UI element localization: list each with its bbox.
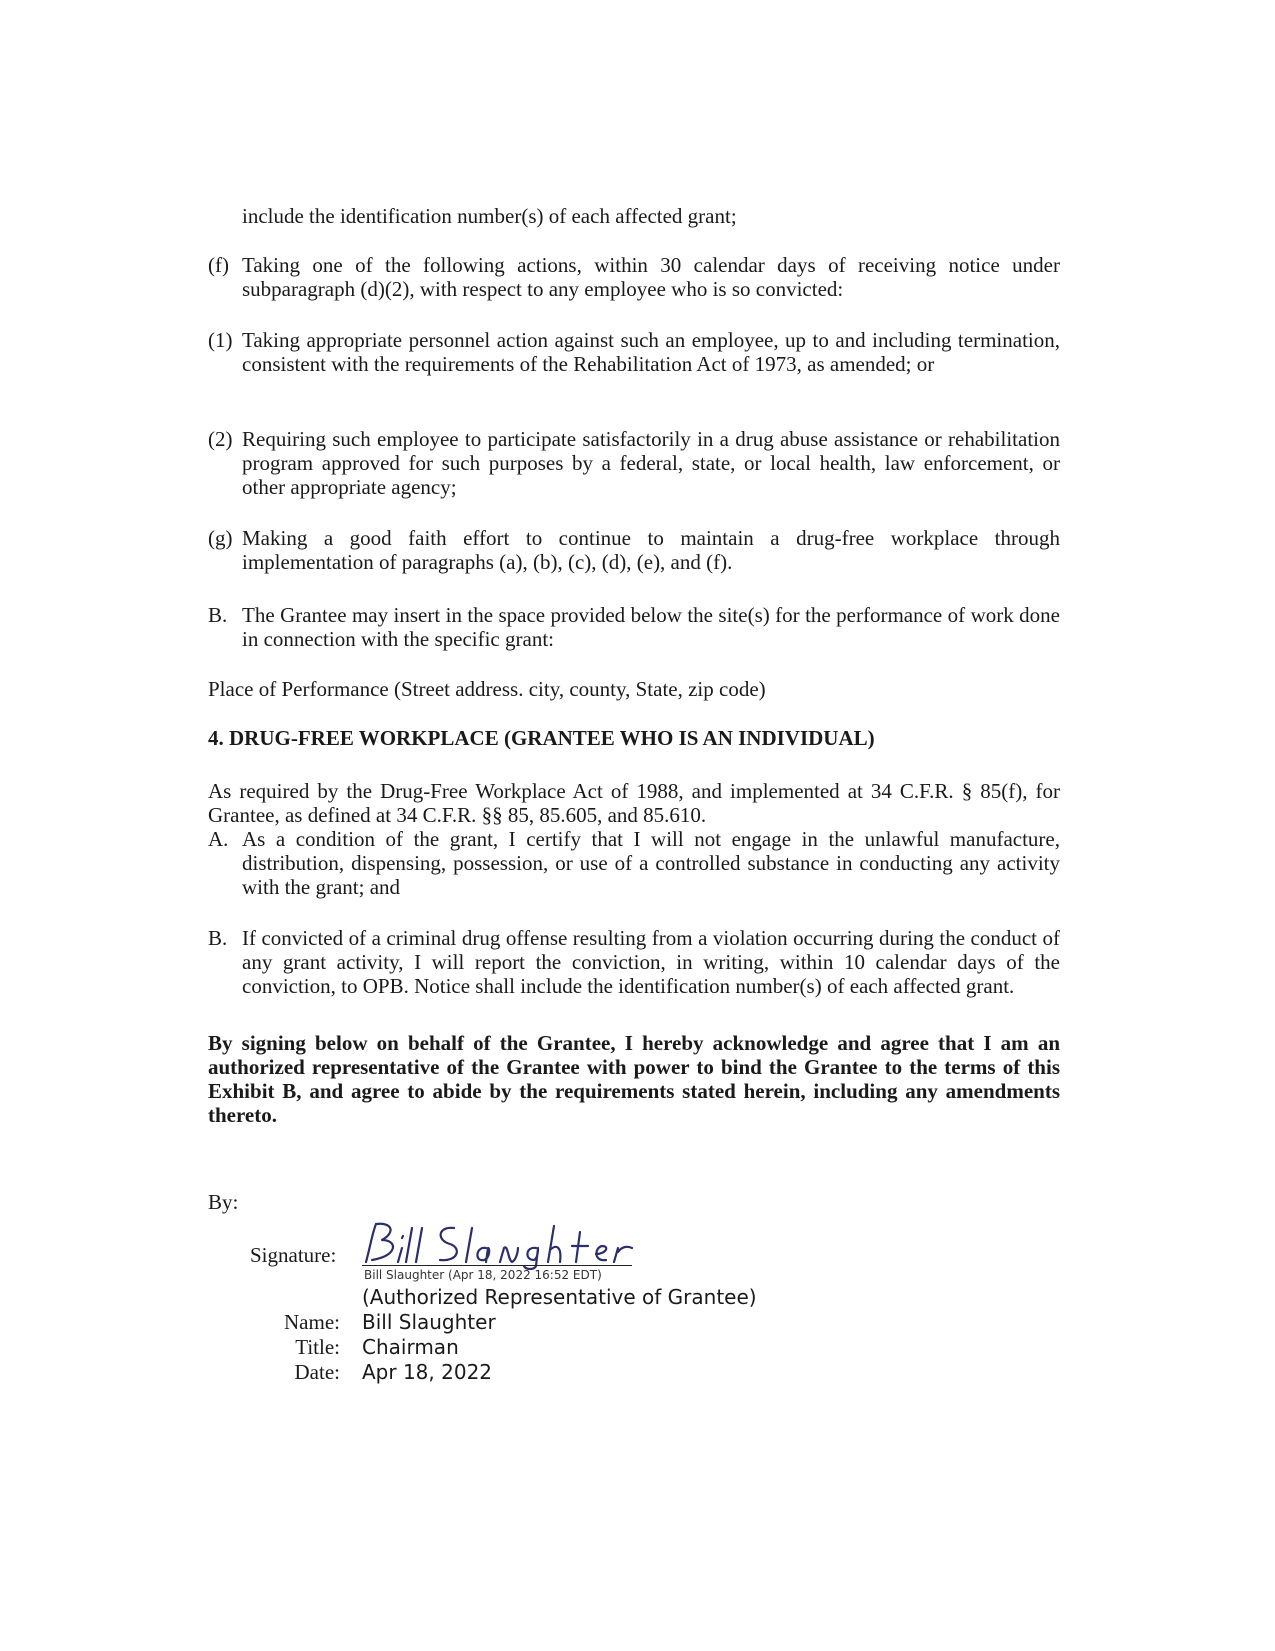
clause-a-individual-label: A. (208, 827, 229, 851)
authorized-representative-label: (Authorized Representative of Grantee) (362, 1285, 757, 1309)
date-value: Apr 18, 2022 (362, 1360, 493, 1384)
signature-label: Signature: (250, 1243, 337, 1267)
section-4-title: DRUG-FREE WORKPLACE (GRANTEE WHO IS AN INDIVIDUAL) (229, 726, 875, 750)
clause-1 (208, 328, 1060, 400)
clause-g (208, 526, 1060, 574)
name-value: Bill Slaughter (362, 1310, 496, 1334)
clause-1-label: (1) (208, 328, 233, 352)
by-label: By: (208, 1190, 239, 1214)
clause-a-individual (208, 827, 1060, 899)
signature-line (362, 1265, 632, 1266)
section-4-intro: As required by the Drug-Free Workplace Act of 1988, and implemented at 34 C.F.R. § 85(f), for Grantee, as defined at 34 C.F.R. §§ 85, 85.605, and 85.610. (208, 779, 1060, 827)
clause-b-individual-label: B. (208, 926, 228, 950)
section-4-heading (208, 726, 1060, 750)
handwritten-signature (358, 1218, 638, 1275)
acknowledgement-paragraph: By signing below on behalf of the Grantee, I hereby acknowledge and agree that I am an authorized representative of the Grantee with power to bind the Grantee to the terms of this Exhibit B, and agree to abide by the requirements stated herein, including any amendments thereto. (208, 1031, 1060, 1127)
clause-g-text: Making a good faith effort to continue to maintain a drug-free workplace through implementation of paragraphs (a), (b), (c), (d), (e), and (f). (242, 526, 1060, 574)
clause-f (208, 253, 1060, 301)
place-of-performance: Place of Performance (Street address. city, county, State, zip code) (208, 677, 766, 701)
clause-b-grantee-text: The Grantee may insert in the space provided below the site(s) for the performance of work done in connection with the specific grant: (242, 603, 1060, 651)
document-page: include the identification number(s) of each affected grant; (f) Taking one of the following actions, within 30 calendar days of receiving notice under subparagraph (d)(2), with respect to any employee who is so convicted: (1) Taking appropriate personnel action against such an employee, up to and including termination, consistent with the requirements of the Rehabilitation Act of 1973, as amended; or (2) Requiring such employee to participate satisfactorily in a drug abuse assistance or rehabilitation program approved for such purposes by a federal, state, or local health, law enforcement, or other appropriate agency; (g) Making a good faith effort to continue to maintain a drug-free workplace through implementation of paragraphs (a), (b), (c), (d), (e), and (f). B. The Grantee may insert in the space provided below the site(s) for the performance of work done in connection with the specific grant: Place of Performance (Street address. city, county, State, zip code) 4. DRUG-FREE WORKPLACE (GRANTEE WHO IS AN INDIVIDUAL) As required by the Drug-Free Workplace Act of 1988, and implemented at 34 C.F.R. § 85(f), for Grantee, as defined at 34 C.F.R. §§ 85, 85.605, and 85.610. A. As a condition of the grant, I certify that I will not engage in the unlawful manufacture, distribution, dispensing, possession, or use of a controlled substance in conducting any activity with the grant; and B. If convicted of a criminal drug offense resulting from a violation occurring during the conduct of any grant activity, I will report the conviction, in writing, within 10 calendar days of the conviction, to OPB. Notice shall include the identification number(s) of each affected grant. By signing below on behalf of the Grantee, I hereby acknowledge and agree that I am an authorized representative of the Grantee with power to bind the Grantee to the terms of this Exhibit B, and agree to abide by the requirements stated herein, including any amendments thereto. By: Signature: Bill Slaughter (Apr 18, 2022 16:52 EDT) (Authorized Representative of Grantee) Name: Bill Slaughter Title: Chairman Date: Apr 18, 2022 (208, 204, 1060, 1384)
signature-script-icon (358, 1218, 638, 1270)
clause-b-individual (208, 926, 1060, 998)
clause-f-label: (f) (208, 253, 229, 277)
clause-1-text: Taking appropriate personnel action against such an employee, up to and including termination, consistent with the requirements of the Rehabilitation Act of 1973, as amended; or (242, 328, 1060, 376)
clause-2-text: Requiring such employee to participate satisfactorily in a drug abuse assistance or rehabilitation program approved for such purposes by a federal, state, or local health, law enforcement, or other appropriate agency; (242, 427, 1060, 499)
clause-f-text: Taking one of the following actions, within 30 calendar days of receiving notice under subparagraph (d)(2), with respect to any employee who is so convicted: (242, 253, 1060, 301)
continuation-line: include the identification number(s) of each affected grant; (242, 204, 737, 228)
clause-b-grantee (208, 603, 1060, 651)
clause-2 (208, 427, 1060, 499)
title-value: Chairman (362, 1335, 459, 1359)
clause-2-label: (2) (208, 427, 233, 451)
clause-a-individual-text: As a condition of the grant, I certify that I will not engage in the unlawful manufacture, distribution, dispensing, possession, or use of a controlled substance in conducting any activity with the grant; and (242, 827, 1060, 899)
section-4-number: 4. (208, 726, 224, 750)
clause-g-label: (g) (208, 526, 233, 550)
signature-metadata: Bill Slaughter (Apr 18, 2022 16:52 EDT) (364, 1268, 602, 1282)
clause-b-individual-text: If convicted of a criminal drug offense resulting from a violation occurring during the conduct of any grant activity, I will report the conviction, in writing, within 10 calendar days of the conviction, to OPB. Notice shall include the identification number(s) of each affected grant. (242, 926, 1060, 998)
clause-b-grantee-label: B. (208, 603, 228, 627)
